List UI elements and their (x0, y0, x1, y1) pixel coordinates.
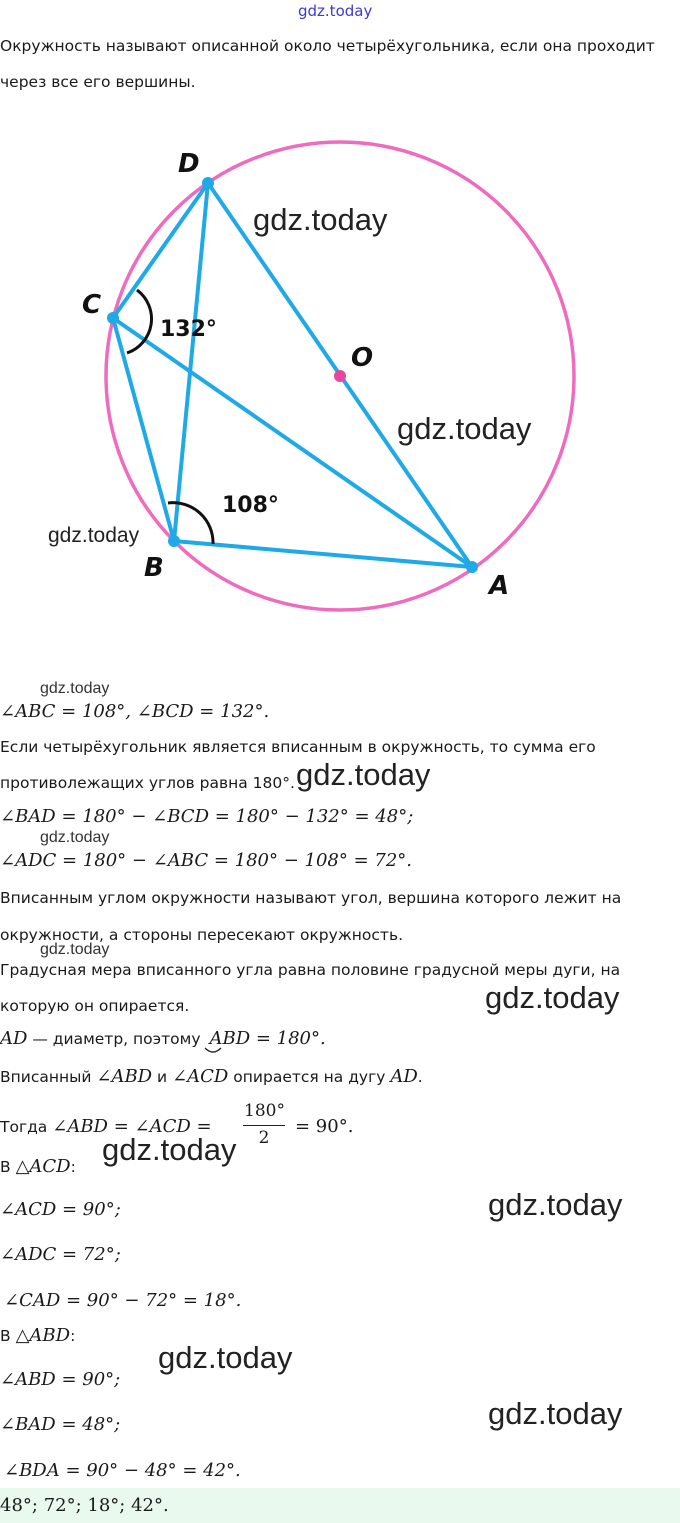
rule-inscribed-angle-line-2: окружности, а стороны пересекают окружность. (0, 926, 404, 944)
diameter-text: — диаметр, поэтому (27, 1030, 206, 1048)
equation-adc: ∠ADC = 180° − ∠ABC = 180° − 108° = 72°. (0, 850, 413, 871)
arc-abd-value: ABD = 180°. (209, 1028, 326, 1049)
inscribed-angle-2: ∠ACD (172, 1066, 229, 1087)
segment-ba (174, 541, 472, 567)
inscribed-post: опирается на дугу (228, 1068, 391, 1086)
segment-cb (113, 318, 174, 541)
diameter-ad: AD (0, 1028, 28, 1049)
watermark: gdz.today (488, 1187, 623, 1222)
fraction-bar (243, 1125, 285, 1126)
fraction-numerator: 180° (244, 1101, 285, 1121)
point-d (202, 177, 214, 189)
tri1-name: △ACD (15, 1156, 71, 1177)
tri1-colon: : (70, 1158, 76, 1176)
watermark: gdz.today (102, 1132, 237, 1167)
arc-abd (205, 1028, 325, 1049)
watermark: gdz.today (296, 757, 431, 792)
angle-label-c: 132° (160, 317, 217, 342)
angle-label-b: 108° (222, 493, 279, 518)
watermark: gdz.today (40, 680, 110, 697)
label-c: C (82, 290, 102, 320)
inscribed-arc: AD (390, 1066, 418, 1087)
watermark: gdz.today (485, 980, 620, 1015)
then-statement (0, 1116, 212, 1138)
then-angles: ∠ABD = ∠ACD = (52, 1116, 212, 1137)
equation-bad-2: ∠BAD = 48°; (0, 1414, 121, 1435)
segment-dc (113, 183, 208, 318)
site-title[interactable]: gdz.today (298, 2, 373, 20)
watermark: gdz.today (158, 1340, 293, 1375)
intro-line-1: Окружность называют описанной около четырёхугольника, если она проходит (0, 37, 655, 55)
equation-bda: ∠BDA = 90° − 48° = 42°. (4, 1460, 241, 1481)
arc-mark-icon (203, 1046, 223, 1056)
watermark: gdz.today (397, 411, 532, 446)
then-word: Тогда (0, 1118, 53, 1136)
then-result: = 90°. (295, 1116, 354, 1137)
center-point-o (334, 370, 346, 382)
watermark: gdz.today (40, 829, 110, 846)
watermark: gdz.today (253, 202, 388, 237)
rule-degree-measure-line-2: которую он опирается. (0, 997, 190, 1015)
inscribed-end: . (417, 1068, 423, 1086)
equation-bad: ∠BAD = 180° − ∠BCD = 180° − 132° = 48°; (0, 806, 414, 827)
triangle-acd-heading (0, 1156, 76, 1178)
point-a (466, 561, 478, 573)
tri2-name: △ABD (15, 1325, 71, 1346)
fraction-denominator: 2 (258, 1128, 270, 1148)
rule-degree-measure-line-1: Градусная мера вписанного угла равна половине градусной меры дуги, на (0, 961, 621, 979)
tri2-colon: : (70, 1327, 76, 1345)
point-c (107, 312, 119, 324)
label-a: A (489, 571, 510, 601)
equation-adc-2: ∠ADC = 72°; (0, 1244, 121, 1265)
equation-acd: ∠ACD = 90°; (0, 1199, 121, 1220)
watermark: gdz.today (48, 524, 140, 547)
rule-opposite-angles-line-2: противолежащих углов равна 180°. (0, 774, 295, 792)
label-d: D (178, 149, 200, 179)
watermark: gdz.today (40, 941, 110, 958)
point-b (168, 535, 180, 547)
inscribed-pre: Вписанный (0, 1068, 97, 1086)
rule-opposite-angles-line-1: Если четырёхугольник является вписанным в окружность, то сумма его (0, 738, 596, 756)
given-angles: ∠ABC = 108°, ∠BCD = 132°. (0, 701, 270, 722)
inscribed-angle-1: ∠ABD (96, 1066, 153, 1087)
inscribed-angles-statement (0, 1066, 423, 1088)
label-b: B (144, 553, 164, 583)
tri1-word: В (0, 1158, 16, 1176)
answer-text: 48°; 72°; 18°; 42°. (0, 1495, 169, 1516)
label-o: O (351, 343, 374, 373)
tri2-word: В (0, 1327, 16, 1345)
diameter-statement (0, 1028, 326, 1050)
equation-abd: ∠ABD = 90°; (0, 1369, 121, 1390)
equation-cad: ∠CAD = 90° − 72° = 18°. (4, 1290, 242, 1311)
triangle-abd-heading (0, 1325, 75, 1347)
intro-line-2: через все его вершины. (0, 73, 196, 91)
watermark: gdz.today (488, 1396, 623, 1431)
rule-inscribed-angle-line-1: Вписанным углом окружности называют угол, вершина которого лежит на (0, 889, 622, 907)
inscribed-mid: и (152, 1068, 173, 1086)
